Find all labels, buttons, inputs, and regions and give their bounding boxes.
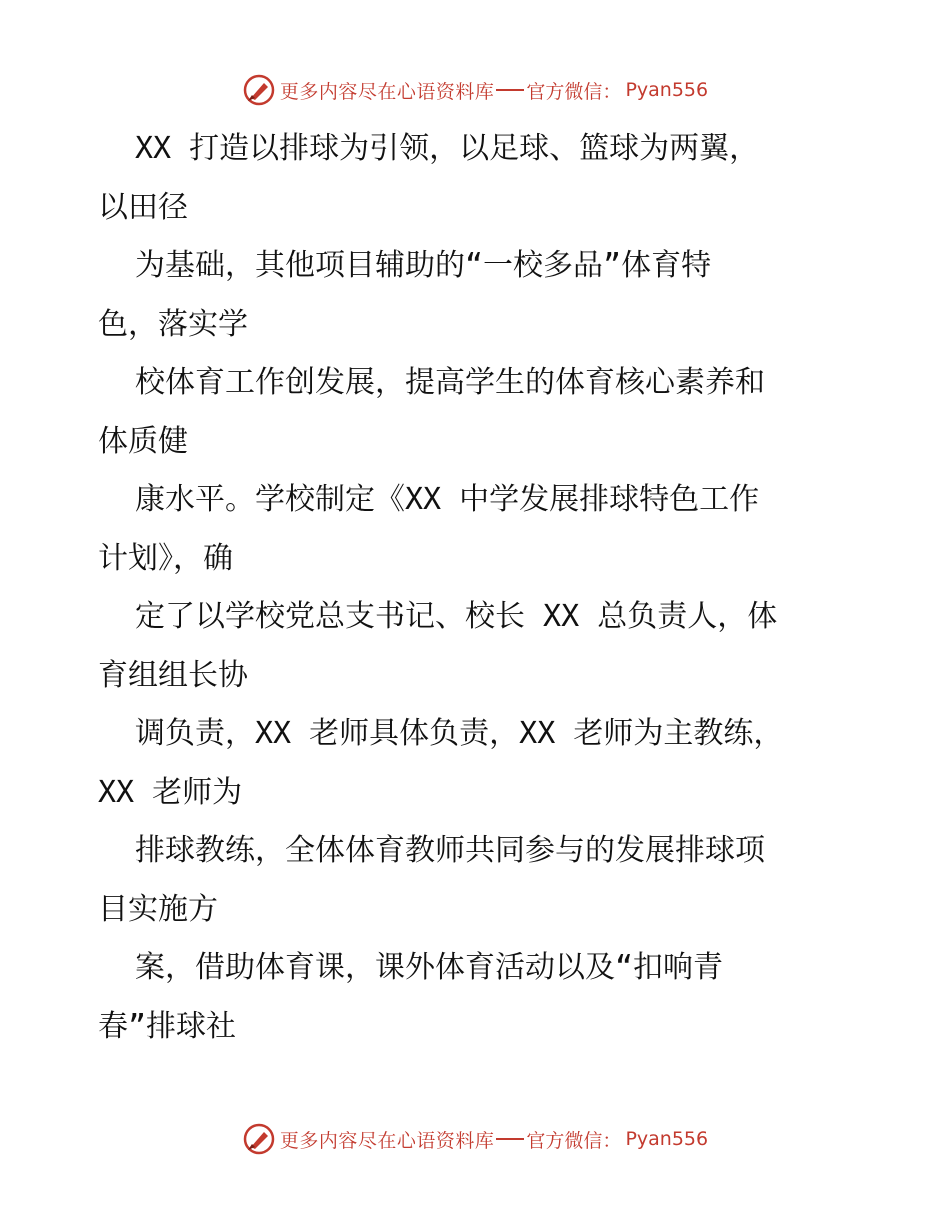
- watermark-dash: [496, 1138, 524, 1140]
- watermark-wechat-label: 官方微信：: [526, 80, 622, 103]
- watermark-text: 更多内容尽在心语资料库: [279, 1129, 495, 1152]
- text-line: XX 老师为: [98, 774, 243, 810]
- watermark-dash: [496, 89, 524, 91]
- watermark-wechat-id: Pyan556: [625, 79, 709, 101]
- watermark-text: 更多内容尽在心语资料库: [279, 80, 495, 103]
- text-line: 为基础，其他项目辅助的“一校多品”体育特: [135, 248, 712, 283]
- text-line: 案，借助体育课，课外体育活动以及“扣响青: [135, 950, 724, 985]
- body-text: [98, 120, 868, 1056]
- watermark-wechat-id: Pyan556: [625, 1128, 709, 1150]
- pen-nib-logo-icon: [242, 73, 276, 107]
- text-line: 体质健: [98, 423, 188, 459]
- text-line: 校体育工作创发展，提高学生的体育核心素养和: [135, 365, 765, 400]
- text-line: 定了以学校党总支书记、校长 XX 总负责人，体: [135, 599, 778, 634]
- text-line: 色，落实学: [98, 306, 248, 342]
- footer-watermark: [0, 1119, 950, 1159]
- text-line: 调负责，XX 老师具体负责，XX 老师为主教练，: [135, 716, 784, 751]
- text-line: 康水平。学校制定《XX 中学发展排球特色工作: [135, 482, 760, 517]
- text-line: 排球教练，全体体育教师共同参与的发展排球项: [135, 833, 765, 868]
- text-line: 以田径: [98, 189, 188, 225]
- text-line: 目实施方: [98, 891, 218, 927]
- text-line: 春”排球社: [98, 1008, 237, 1044]
- pen-nib-logo-icon: [242, 1122, 276, 1156]
- text-line: 育组组长协: [98, 657, 248, 693]
- header-watermark: [0, 70, 950, 110]
- text-line: 计划》，确: [98, 540, 233, 576]
- text-line: XX 打造以排球为引领，以足球、篮球为两翼，: [135, 131, 760, 166]
- watermark-wechat-label: 官方微信：: [526, 1129, 622, 1152]
